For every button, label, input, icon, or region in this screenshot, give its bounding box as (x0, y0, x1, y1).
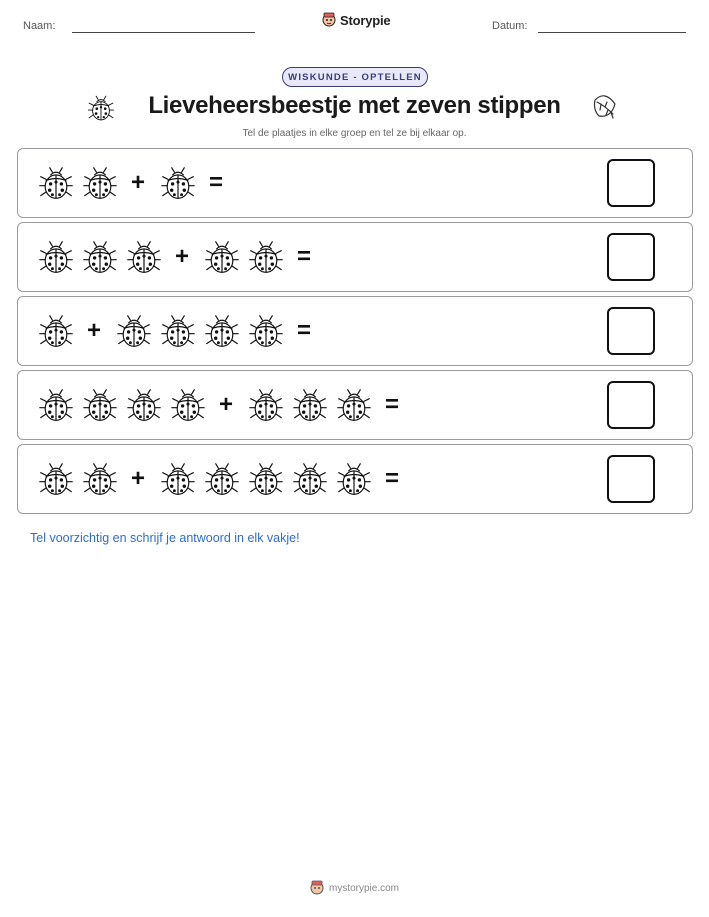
ladybug-icon (248, 239, 284, 275)
brand-name: Storypie (340, 12, 391, 28)
plus-sign: + (130, 465, 145, 492)
name-line (72, 32, 255, 33)
ladybug-icon (38, 165, 74, 201)
ladybug-icon (38, 239, 74, 275)
ladybug-icon (126, 387, 162, 423)
subtitle: Tel de plaatjes in elke groep en tel ze bij elkaar op. (242, 128, 467, 139)
equation (38, 149, 238, 217)
subject-badge: WISKUNDE - OPTELLEN (282, 67, 428, 87)
storypie-footer-icon (310, 880, 324, 896)
ladybug-icon (82, 387, 118, 423)
ladybug-icon (204, 461, 240, 497)
date-label: Datum: (492, 20, 528, 32)
plus-sign: + (86, 317, 101, 344)
equals-sign: = (384, 391, 399, 418)
plus-sign: + (174, 243, 189, 270)
ladybug-icon (204, 313, 240, 349)
ladybug-icon (248, 461, 284, 497)
date-line (538, 32, 686, 33)
problem-list (17, 148, 693, 518)
instruction-text: Tel voorzichtig en schrijf je antwoord in elk vakje! (30, 531, 300, 545)
ladybug-icon (336, 461, 372, 497)
equals-sign: = (296, 243, 311, 270)
equation (38, 223, 326, 291)
ladybug-icon (160, 313, 196, 349)
problem-row (17, 370, 693, 440)
ladybug-icon (82, 165, 118, 201)
ladybug-icon (336, 387, 372, 423)
ladybug-icon (116, 313, 152, 349)
equation (38, 371, 414, 439)
page-title: Lieveheersbeestje met zeven stippen (148, 92, 561, 119)
plus-sign: + (218, 391, 233, 418)
problem-row (17, 296, 693, 366)
ladybug-icon (82, 239, 118, 275)
footer (0, 880, 709, 896)
ladybug-icon (82, 461, 118, 497)
ladybug-icon (38, 461, 74, 497)
brand-logo (322, 12, 390, 28)
footer-url: mystorypie.com (328, 882, 399, 894)
answer-box[interactable] (607, 455, 655, 503)
answer-box[interactable] (607, 233, 655, 281)
equals-sign: = (296, 317, 311, 344)
leaf-icon (591, 92, 619, 122)
plus-sign: + (130, 169, 145, 196)
ladybug-icon (248, 313, 284, 349)
ladybug-icon (292, 461, 328, 497)
ladybug-icon (160, 461, 196, 497)
ladybug-icon (38, 313, 74, 349)
ladybug-icon (126, 239, 162, 275)
ladybug-icon (160, 165, 196, 201)
answer-box[interactable] (607, 159, 655, 207)
title-row (0, 92, 709, 124)
equals-sign: = (208, 169, 223, 196)
problem-row (17, 222, 693, 292)
problem-row (17, 148, 693, 218)
ladybug-icon (170, 387, 206, 423)
ladybug-icon (292, 387, 328, 423)
problem-row (17, 444, 693, 514)
equals-sign: = (384, 465, 399, 492)
page-header (0, 0, 709, 40)
ladybug-icon (248, 387, 284, 423)
answer-box[interactable] (607, 307, 655, 355)
ladybug-icon (38, 387, 74, 423)
equation (38, 445, 414, 513)
ladybug-icon (204, 239, 240, 275)
storypie-logo-icon (322, 12, 336, 28)
equation (38, 297, 326, 365)
name-label: Naam: (23, 20, 56, 32)
answer-box[interactable] (607, 381, 655, 429)
